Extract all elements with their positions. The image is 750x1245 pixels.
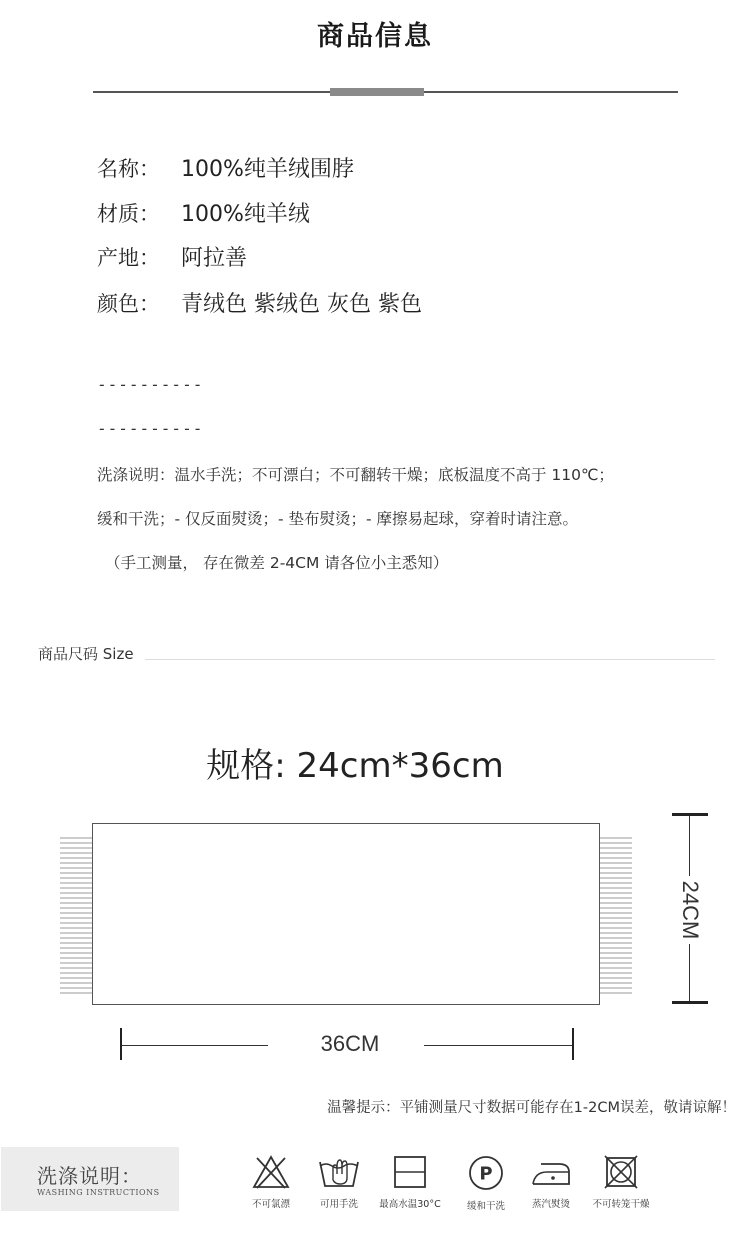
dash-separator: ---------- — [97, 419, 204, 438]
info-row-color — [97, 287, 422, 318]
scarf-outline — [92, 823, 600, 1005]
steam-iron-icon — [529, 1154, 573, 1190]
height-dimension-cap-bottom — [672, 1001, 708, 1004]
info-value: 100%纯羊绒围脖 — [181, 157, 354, 182]
size-heading: 商品尺码 Size — [38, 645, 134, 663]
info-value: 青绒色 紫绒色 灰色 紫色 — [181, 292, 422, 317]
svg-text:P: P — [479, 1163, 493, 1185]
dry-clean-icon — [467, 1154, 505, 1192]
info-value: 阿拉善 — [181, 246, 248, 271]
measurement-tip: 温馨提示：平铺测量尺寸数据可能存在1-2CM误差，敬请谅解！ — [327, 1100, 736, 1116]
washing-title: 洗涤说明： — [37, 1164, 142, 1188]
hand-wash-icon — [317, 1154, 361, 1190]
fringe-right — [600, 836, 632, 996]
care-label: 缓和干洗 — [466, 1201, 505, 1212]
max-temp-icon — [392, 1154, 428, 1190]
no-bleach-icon — [251, 1154, 291, 1190]
care-note: 洗涤说明：温水手洗；不可漂白；不可翻转干燥；底板温度不高于 110℃； — [97, 466, 614, 484]
info-label: 名称： — [97, 157, 160, 181]
width-dimension-line-left — [122, 1045, 268, 1046]
height-dimension-line-top — [689, 816, 690, 876]
info-row-origin — [97, 241, 247, 272]
title-divider-accent — [330, 88, 424, 96]
no-tumble-dry-icon — [603, 1154, 639, 1190]
info-label: 产地： — [97, 246, 160, 270]
height-dimension-line-bottom — [689, 944, 690, 1002]
care-item-no-tumble-dry — [576, 1154, 666, 1210]
height-label-wrap — [668, 880, 712, 940]
height-label: 24CM — [678, 880, 703, 940]
width-dimension-cap-right — [572, 1028, 574, 1060]
care-label: 不可氯漂 — [251, 1199, 290, 1210]
size-divider — [145, 659, 715, 660]
care-label: 最高水温30°C — [379, 1199, 441, 1210]
size-spec: 规格: 24cm*36cm — [206, 746, 504, 786]
fringe-left — [60, 836, 92, 996]
width-dimension-line-right — [424, 1045, 572, 1046]
width-dimension-cap-left — [120, 1028, 122, 1060]
dash-separator: ---------- — [97, 375, 204, 394]
washing-subtitle: WASHING INSTRUCTIONS — [37, 1188, 160, 1197]
care-label: 蒸汽熨烫 — [531, 1199, 570, 1210]
care-label: 可用手洗 — [319, 1199, 358, 1210]
measure-note: （手工测量， 存在微差 2-4CM 请各位小主悉知） — [105, 554, 449, 572]
care-note: 缓和干洗；- 仅反面熨烫；- 垫布熨烫；- 摩擦易起球，穿着时请注意。 — [97, 510, 579, 528]
height-dimension-cap-top — [672, 813, 708, 816]
info-row-name — [97, 152, 354, 183]
info-row-material — [97, 197, 310, 228]
info-label: 颜色： — [97, 292, 160, 316]
info-value: 100%纯羊绒 — [181, 202, 310, 227]
page-title: 商品信息 — [317, 21, 433, 52]
info-label: 材质： — [97, 202, 160, 226]
width-label: 36CM — [320, 1031, 380, 1056]
care-label: 不可转笼干燥 — [592, 1199, 650, 1210]
